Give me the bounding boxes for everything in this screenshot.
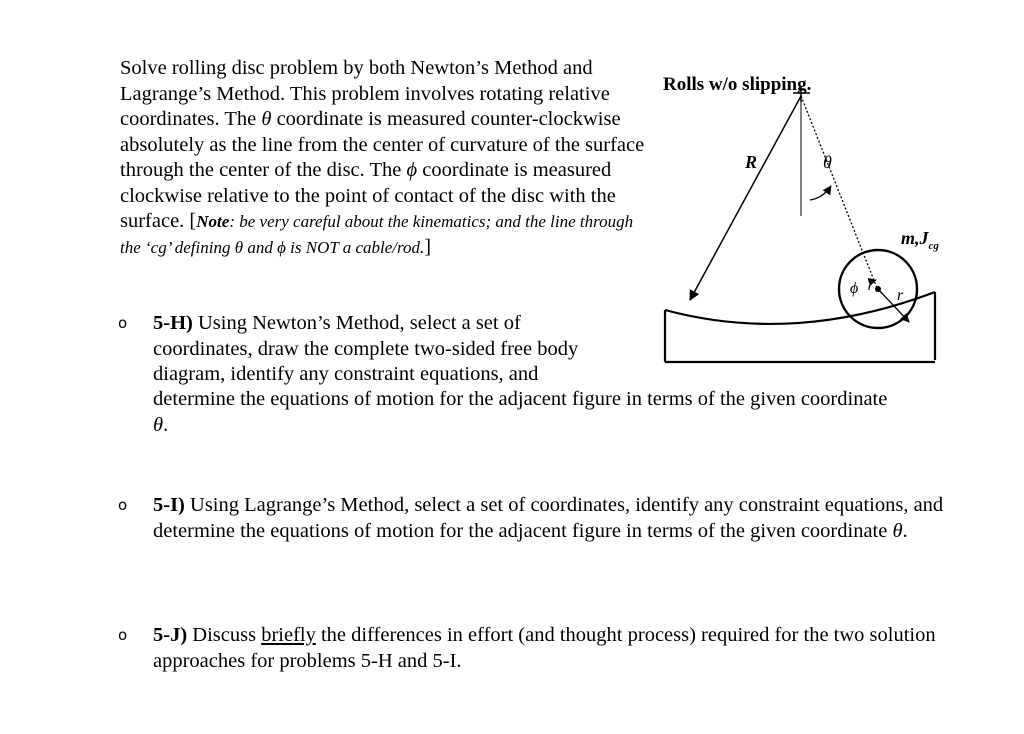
label-theta: θ — [823, 152, 832, 172]
question-label: 5-H) — [153, 312, 193, 334]
phi-symbol: ϕ — [406, 159, 418, 181]
label-phi: ϕ — [850, 280, 859, 297]
radius-R-arrow — [690, 96, 801, 300]
question-5h-continuation: determine the equations of motion for the adjacent figure in terms of the given coordinate θ. — [153, 388, 888, 436]
question-label: 5-J) — [153, 624, 188, 646]
theta-symbol: θ — [261, 108, 272, 130]
intro-text: coordinate is measured counter-clockwise absolutely as the line from the center of curvature of the surface through the center of the disc. The — [120, 108, 645, 181]
label-R: R — [745, 152, 758, 172]
question-5h-body: 5-H) Using Newton’s Method, select a set of coordinates, draw the complete two-sided free body diagram, identify any constraint equations, and — [153, 312, 579, 385]
radius-r-arrow — [878, 289, 909, 322]
bullet: o — [118, 626, 128, 644]
theta-arc-arrow — [810, 186, 831, 200]
question-5j-body: 5-J) Discuss briefly the differences in effort (and thought process) required for the two solution approaches for problems 5-H and 5-I. — [153, 624, 936, 672]
label-mass-inertia: $m,J_{cg}$ — [901, 228, 939, 252]
intro-text: Solve rolling disc problem by both Newton’s Method and Lagrange’s Method. This problem involves rotating relative coordinates. The — [120, 57, 610, 130]
phi-arc-arrow — [869, 280, 876, 290]
note-label: Note — [196, 212, 230, 231]
bullet: o — [118, 314, 128, 332]
underlined-word: briefly — [261, 624, 316, 646]
bullet: o — [118, 496, 128, 514]
curved-surface — [665, 292, 935, 324]
question-label: 5-I) — [153, 494, 185, 516]
theta-symbol: θ — [153, 413, 164, 436]
problem-intro: Solve rolling disc problem by both Newton’s Method and Lagrange’s Method. This problem involves rotating relative coordinates. The θ coordinate is measured counter-clockwise absolutely as the line from the center of curvature of the surface through the center of the disc. The ϕ coordinate is measured clockwise relative to the point of contact of the disc with the surface. [Note: be very careful about the kinematics; and the line through the ‘cg’ defining θ and ϕ is NOT a cable/rod.] — [120, 57, 645, 258]
center-to-disc-line — [801, 96, 877, 288]
question-5i-body: 5-I) Using Lagrange’s Method, select a set of coordinates, identify any constraint equations, and determine the equations of motion for the adjacent figure in terms of the given coordinate θ. — [153, 494, 944, 542]
figure-title: Rolls w/o slipping. — [663, 74, 812, 95]
note-text: Note: be very careful about the kinematics; and the line through the ‘cg’ defining θ and ϕ is NOT a cable/rod. — [120, 212, 634, 257]
intro-text: coordinate is measured clockwise relative to the point of contact of the disc with the surface. [ — [120, 159, 616, 232]
label-r: r — [897, 287, 904, 304]
theta-symbol: θ — [892, 519, 903, 542]
rolling-disc-figure — [645, 60, 965, 370]
